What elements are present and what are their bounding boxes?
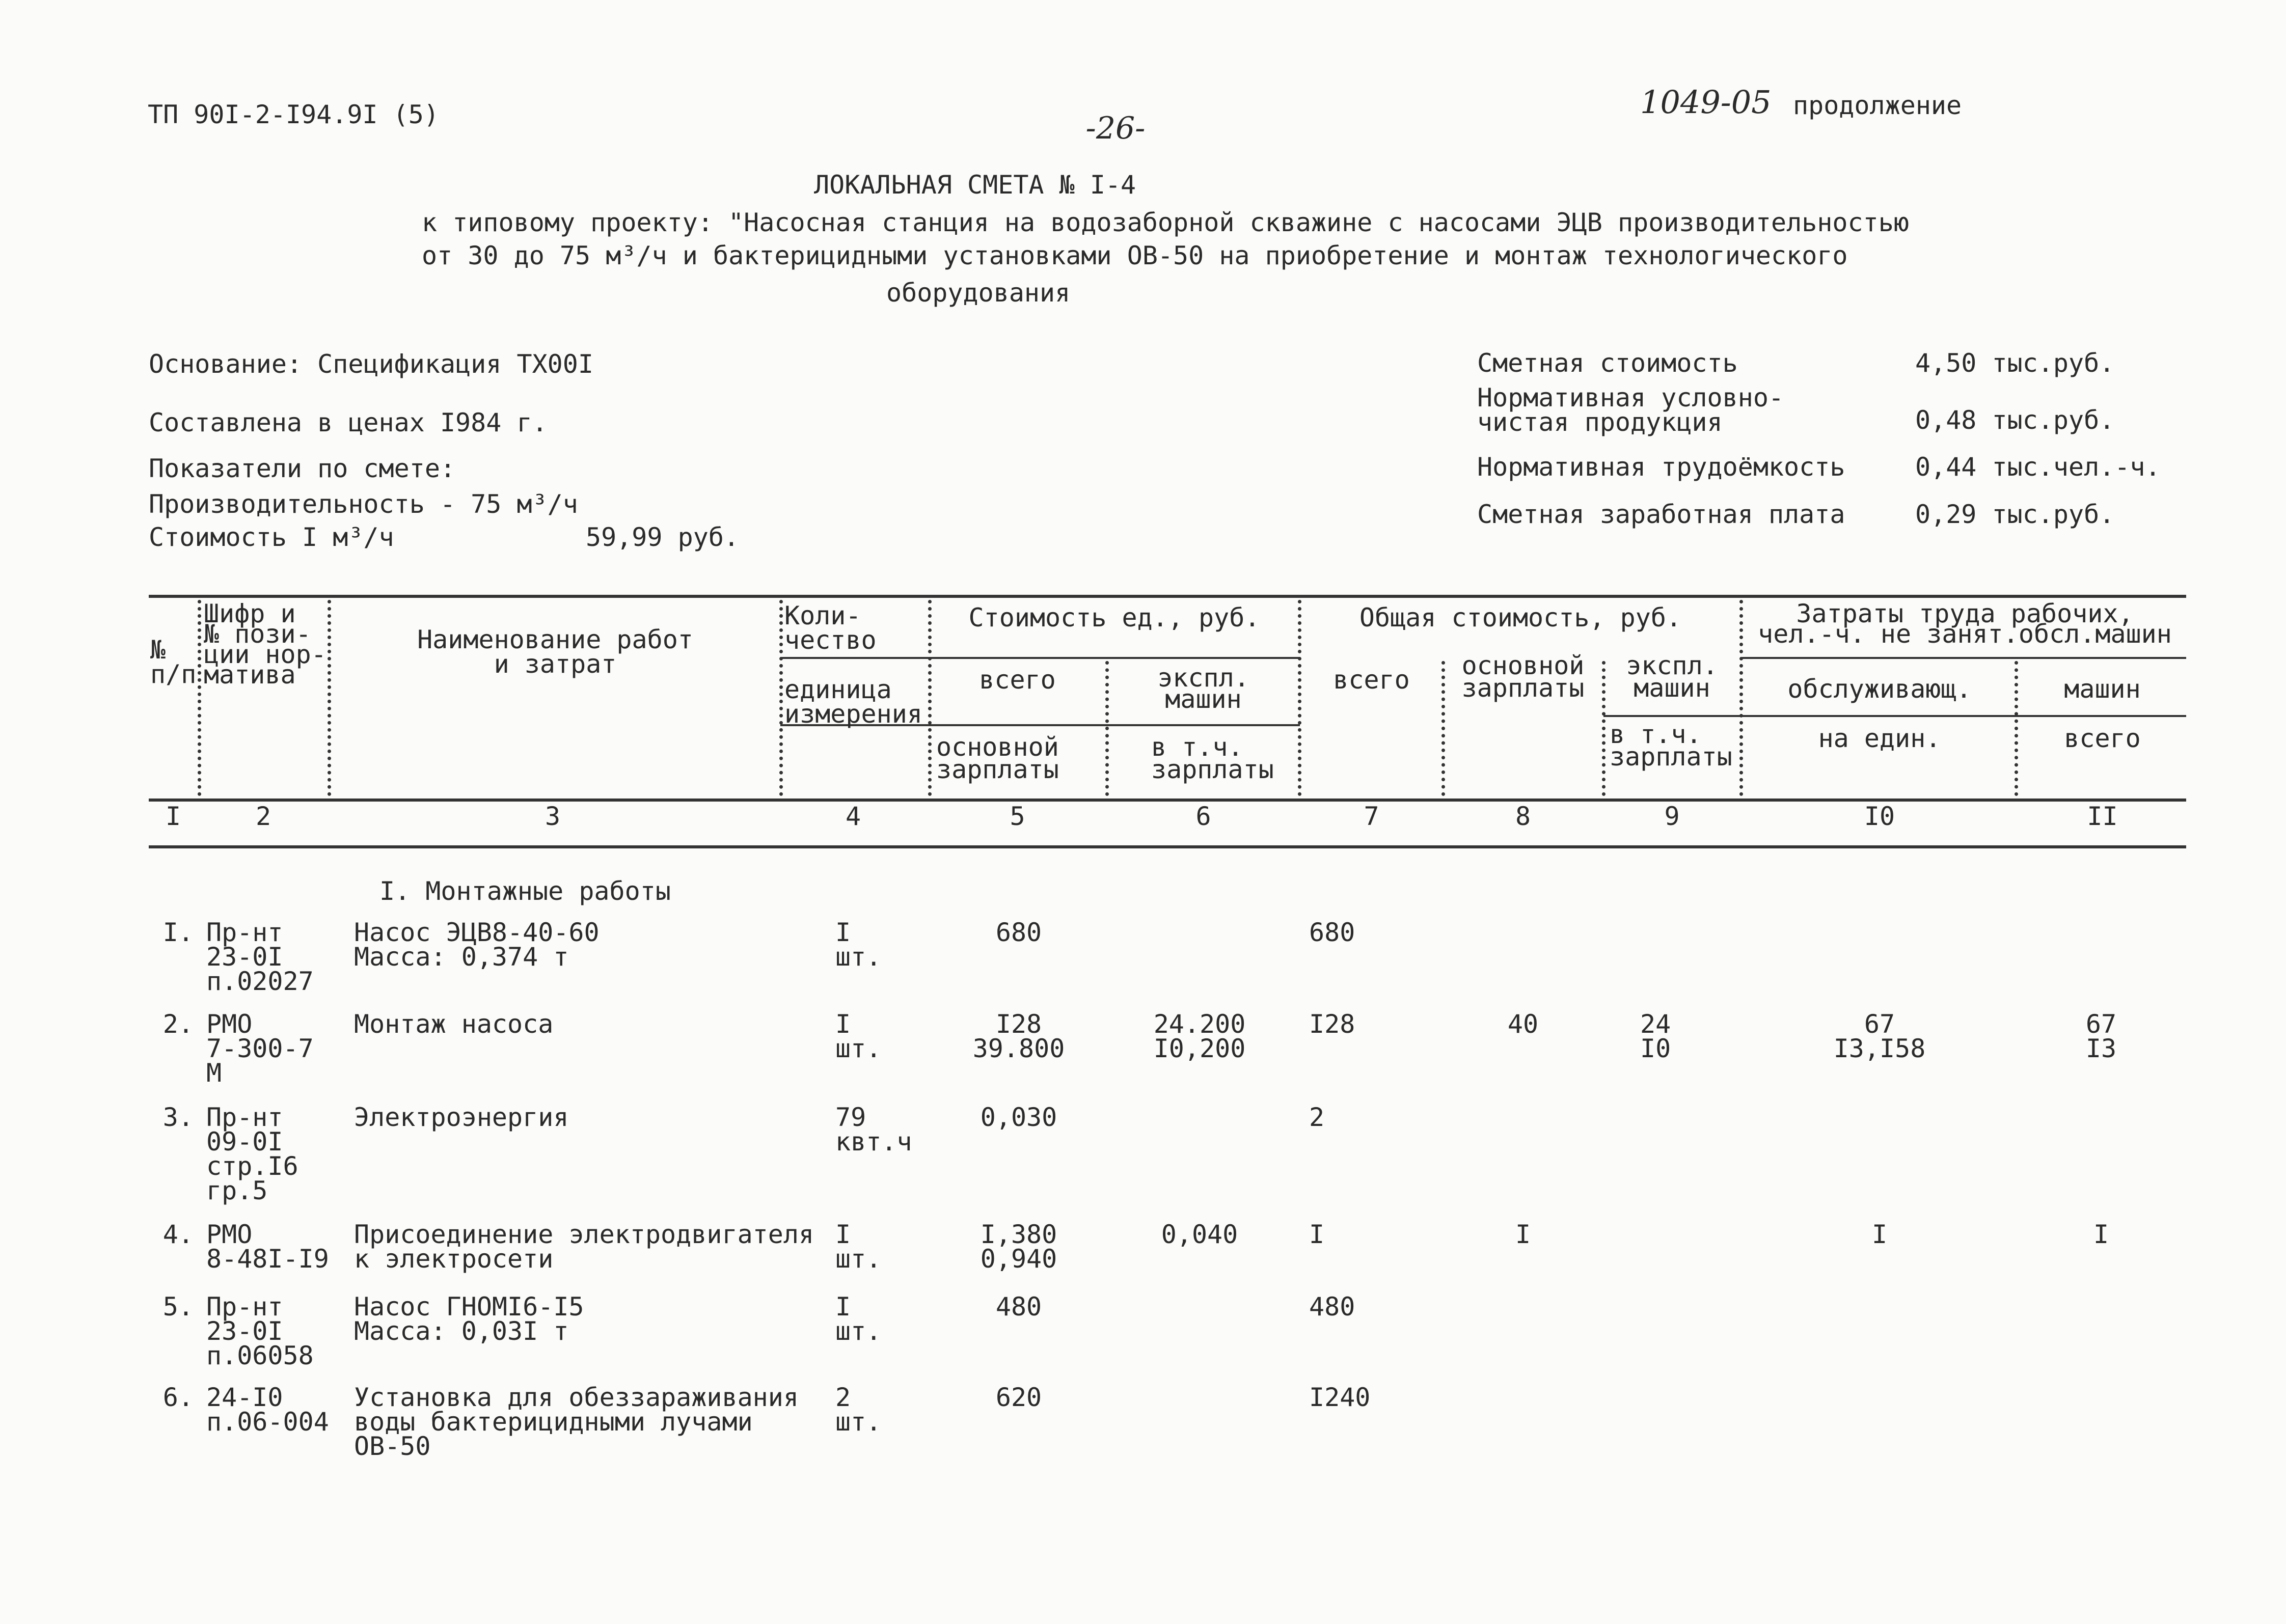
capacity: Производительность - 75 м³/ч [149, 489, 578, 519]
quantity-unit: 79 квт.ч [835, 1103, 912, 1157]
section-title: I. Монтажные работы [379, 876, 671, 906]
norm-code: РМО 8-48I-I9 [206, 1220, 329, 1274]
total-cost: I28 [1309, 1009, 1355, 1039]
work-name: Установка для обеззараживания воды бактерицидными лучами ОВ-50 [354, 1383, 799, 1461]
column-number: II [2087, 802, 2118, 831]
document-code: ТП 90I-2-I94.9I (5) [148, 100, 439, 129]
continuation-label: продолжение [1793, 91, 1962, 120]
estimate-title: ЛОКАЛЬНАЯ СМЕТА № I-4 [814, 170, 1136, 200]
total-cost: 680 [1309, 918, 1355, 947]
th-total-cost-machine-wage: в т.ч. зарплаты [1610, 720, 1732, 772]
row-number: 4. [162, 1220, 194, 1249]
project-title-line-2: от 30 до 75 м³/ч и бактерицидными установками ОВ-50 на приобретение и монтаж технологического [422, 241, 1848, 270]
indicators-label: Показатели по смете: [149, 454, 456, 483]
work-name: Насос ЭЦВ8-40-60 Масса: 0,374 т [354, 918, 600, 972]
quantity-unit: 2 шт. [835, 1383, 882, 1437]
header-rule-labor [1742, 657, 2186, 659]
total-wage: 40 [1507, 1009, 1539, 1039]
net-product-value: 0,48 тыс.руб. [1915, 405, 2115, 435]
norm-code: Пр-нт 23-0I п.06058 [206, 1292, 314, 1370]
th-unit-cost-wage: основной зарплаты [936, 732, 1059, 784]
th-total-cost: Общая стоимость, руб. [1359, 603, 1682, 632]
unit-cost-total: 680 [995, 918, 1042, 947]
norm-code: 24-I0 п.06-004 [206, 1383, 329, 1437]
row-number: 6. [162, 1383, 194, 1412]
th-labor: Затраты труда рабочих, чел.-ч. не занят.обсл.машин [1758, 599, 2172, 649]
norm-code: Пр-нт 23-0I п.02027 [206, 918, 314, 996]
col-divider [1739, 600, 1743, 796]
unit-cost-total: 480 [995, 1292, 1042, 1322]
quantity-unit: I шт. [835, 918, 882, 972]
labor-per-unit: 67 I3,I58 [1833, 1009, 1926, 1063]
project-title-line-3: оборудования [886, 278, 1071, 308]
th-labor-total: всего [2064, 724, 2141, 753]
estimate-cost-value: 4,50 тыс.руб. [1915, 348, 2115, 378]
labor-per-unit: I [1871, 1220, 1888, 1249]
net-product-label: Нормативная условно- чистая продукция [1477, 383, 1784, 437]
work-name: Монтаж насоса [354, 1009, 554, 1039]
th-total-cost-all: всего [1333, 665, 1410, 695]
handwritten-number: 1049-05 [1640, 84, 1772, 121]
col-divider [2015, 661, 2018, 796]
column-number: I [165, 802, 181, 831]
th-quantity: Коли- чество [784, 601, 877, 655]
header-rule-unit [780, 657, 1300, 659]
row-number: 5. [162, 1292, 194, 1322]
header-rule-mach [1603, 715, 1742, 717]
th-unit-cost: Стоимость ед., руб. [968, 603, 1260, 632]
work-name: Присоединение электродвигателя к электросети [354, 1220, 814, 1274]
total-cost: 2 [1309, 1103, 1325, 1132]
labor-total: I [2093, 1220, 2109, 1249]
quantity-unit: I шт. [835, 1220, 882, 1274]
quantity-unit: I шт. [835, 1292, 882, 1346]
basis: Основание: Спецификация ТХ00I [149, 349, 593, 379]
total-cost: I [1309, 1220, 1325, 1249]
total-cost: 480 [1309, 1292, 1355, 1322]
estimate-cost-label: Сметная стоимость [1477, 348, 1738, 378]
th-total-cost-wage: основной зарплаты [1461, 651, 1585, 703]
total-wage: I [1515, 1220, 1531, 1249]
labor-total: 67 I3 [2085, 1009, 2117, 1063]
work-name: Насос ГНОМI6-I5 Масса: 0,03I т [354, 1292, 584, 1346]
col-divider [198, 600, 201, 796]
th-unit-cost-machine-wage: в т.ч. зарплаты [1151, 732, 1274, 784]
col-divider [328, 600, 331, 796]
page-number: -26- [1085, 111, 1146, 146]
wage-fund-value: 0,29 тыс.руб. [1915, 500, 2115, 529]
column-number: 3 [545, 802, 561, 831]
labor-intensity-value: 0,44 тыс.чел.-ч. [1915, 452, 2161, 482]
th-labor-machines: машин [2064, 674, 2141, 704]
column-number: 2 [255, 802, 271, 831]
column-number: 7 [1364, 802, 1379, 831]
col-divider [1602, 661, 1605, 796]
unit-cost-total: 620 [995, 1383, 1042, 1412]
column-number: 6 [1195, 802, 1211, 831]
unit-cost-total: 0,030 [980, 1103, 1057, 1132]
th-labor-per-unit: на един. [1818, 724, 1941, 753]
col-divider [779, 600, 783, 796]
th-labor-servicing: обслуживающ. [1787, 674, 1972, 704]
row-number: 2. [162, 1009, 194, 1039]
unit-cost-value: 59,99 руб. [586, 522, 740, 552]
project-title-line-1: к типовому проекту: "Насосная станция на водозаборной скважине с насосами ЭЦВ производительностью [422, 208, 1909, 237]
column-number: 9 [1664, 802, 1680, 831]
work-name: Электроэнергия [354, 1103, 569, 1132]
total-machines: 24 I0 [1640, 1009, 1671, 1063]
th-code: Шифр и № пози- ции нор- матива [204, 599, 326, 690]
wage-fund-label: Сметная заработная плата [1477, 500, 1845, 529]
th-unit-cost-machines: экспл. машин [1157, 663, 1249, 714]
price-level: Составлена в ценах I984 г. [149, 408, 548, 437]
unit-cost-total: I,380 0,940 [980, 1220, 1057, 1274]
labor-intensity-label: Нормативная трудоёмкость [1477, 452, 1845, 482]
unit-cost-machines: 24.200 I0,200 [1153, 1009, 1246, 1063]
th-row-number: № п/п [150, 635, 197, 689]
column-numbers-rule [149, 845, 2186, 848]
column-number: I0 [1864, 802, 1895, 831]
unit-cost-machines: 0,040 [1161, 1220, 1238, 1249]
th-unit: единица измерения [784, 675, 922, 729]
norm-code: РМО 7-300-7 М [206, 1009, 314, 1088]
th-total-cost-machines: экспл. машин [1626, 651, 1718, 703]
col-divider [1298, 600, 1301, 796]
column-number: 5 [1010, 802, 1025, 831]
col-divider [1105, 661, 1109, 796]
unit-cost-label: Стоимость I м³/ч [149, 522, 394, 552]
table-top-rule [149, 595, 2186, 598]
row-number: I. [162, 918, 194, 947]
th-work-name: Наименование работ и затрат [417, 625, 693, 679]
unit-cost-total: I28 39.800 [972, 1009, 1065, 1063]
column-number: 4 [845, 802, 861, 831]
col-divider [1441, 661, 1445, 796]
column-number: 8 [1515, 802, 1531, 831]
quantity-unit: I шт. [835, 1009, 882, 1063]
norm-code: Пр-нт 09-0I стр.I6 гр.5 [206, 1103, 298, 1205]
total-cost: I240 [1309, 1383, 1371, 1412]
header-rule-labor-2 [1742, 715, 2186, 717]
col-divider [928, 600, 932, 796]
row-number: 3. [162, 1103, 194, 1132]
th-unit-cost-total: всего [979, 665, 1056, 695]
